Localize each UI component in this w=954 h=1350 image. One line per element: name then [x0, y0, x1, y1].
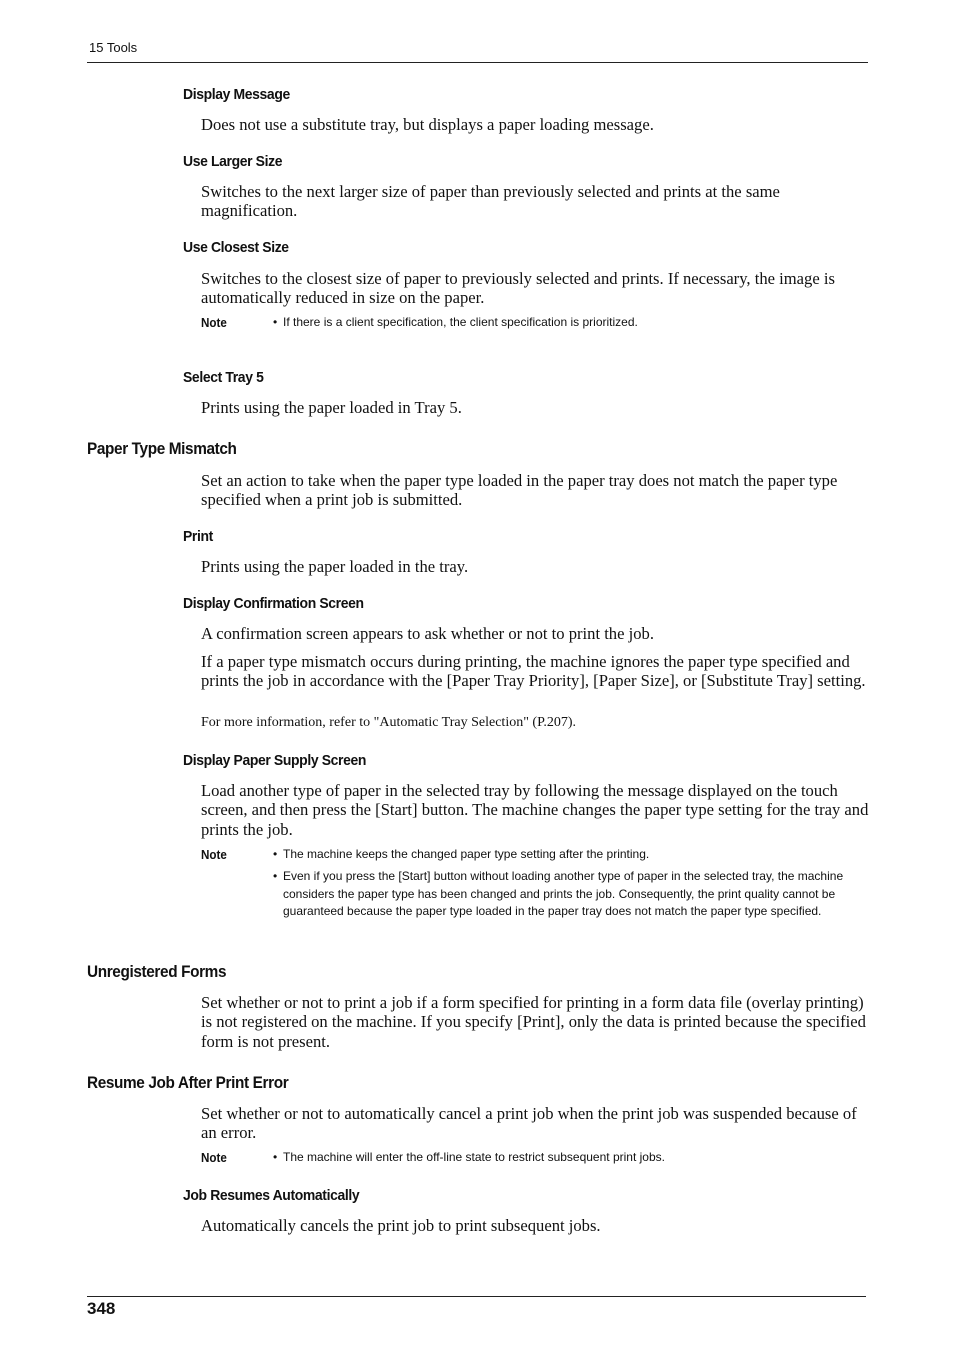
paragraph-use-larger-size: Switches to the next larger size of paper than previously selected and prints at the same magnification.	[201, 182, 780, 221]
note-text: If there is a client specification, the client specification is prioritized.	[283, 315, 638, 329]
paragraph-use-closest-size: Switches to the closest size of paper to previously selected and prints. If necessary, the image is automatically reduced in size on the paper.	[201, 269, 835, 308]
bullet: •	[273, 847, 278, 861]
heading-resume-job-after-print-error: Resume Job After Print Error	[87, 1074, 289, 1092]
bullet: •	[273, 315, 278, 329]
paragraph-display-confirmation-2: If a paper type mismatch occurs during printing, the machine ignores the paper type specified and prints the job in accordance with the [Paper Tray Priority], [Paper Size], or [Substitute Tray] setting.	[201, 652, 866, 691]
bullet: •	[273, 1150, 278, 1164]
heading-paper-type-mismatch: Paper Type Mismatch	[87, 440, 237, 458]
note-label: Note	[201, 1151, 227, 1165]
note-item	[273, 1149, 853, 1167]
heading-unregistered-forms: Unregistered Forms	[87, 963, 227, 981]
chapter-header: 15 Tools	[89, 40, 138, 55]
paragraph-select-tray-5: Prints using the paper loaded in Tray 5.	[201, 398, 462, 417]
paragraph-display-paper-supply: Load another type of paper in the selected tray by following the message displayed on the touch screen, and then press the [Start] button. The machine changes the paper type setting for the tray and prints the job.	[201, 781, 869, 839]
note-text: The machine will enter the off-line state to restrict subsequent print jobs.	[283, 1150, 665, 1164]
note-item	[273, 868, 853, 921]
cross-reference: For more information, refer to "Automatic Tray Selection" (P.207).	[201, 715, 576, 730]
note-text: Even if you press the [Start] button without loading another type of paper in the selected tray, the machine considers the paper type has been changed and prints the job. Consequently, the print quality cannot be guaranteed because the paper type loaded in the paper tray does not match the paper type specified.	[283, 869, 844, 919]
note-label: Note	[201, 316, 227, 330]
paragraph-unregistered-forms: Set whether or not to print a job if a form specified for printing in a form data file (overlay printing) is not registered on the machine. If you specify [Print], only the data is printed because the specified form is not present.	[201, 993, 866, 1051]
paragraph-print: Prints using the paper loaded in the tray.	[201, 557, 469, 576]
paragraph-job-resumes: Automatically cancels the print job to print subsequent jobs.	[201, 1216, 601, 1235]
heading-job-resumes-automatically: Job Resumes Automatically	[183, 1187, 360, 1204]
heading-display-message: Display Message	[183, 86, 290, 103]
note-text: The machine keeps the changed paper type setting after the printing.	[283, 847, 650, 861]
heading-use-closest-size: Use Closest Size	[183, 239, 289, 256]
heading-print: Print	[183, 528, 213, 545]
heading-display-paper-supply-screen: Display Paper Supply Screen	[183, 752, 367, 769]
heading-use-larger-size: Use Larger Size	[183, 153, 283, 170]
note-label: Note	[201, 848, 227, 862]
heading-display-confirmation-screen: Display Confirmation Screen	[183, 595, 364, 612]
heading-select-tray-5: Select Tray 5	[183, 369, 264, 386]
footer-rule	[87, 1296, 866, 1297]
paragraph-paper-type-mismatch: Set an action to take when the paper type loaded in the paper tray does not match the paper type specified when a print job is submitted.	[201, 471, 838, 510]
header-rule	[87, 62, 868, 63]
paragraph-resume-job: Set whether or not to automatically cancel a print job when the print job was suspended because of an error.	[201, 1104, 857, 1143]
paragraph-display-message: Does not use a substitute tray, but displays a paper loading message.	[201, 115, 654, 134]
note-item	[273, 846, 853, 864]
page-number: 348	[87, 1299, 116, 1318]
paragraph-display-confirmation-1: A confirmation screen appears to ask whether or not to print the job.	[201, 624, 654, 643]
note-item	[273, 314, 853, 332]
bullet: •	[273, 869, 278, 883]
